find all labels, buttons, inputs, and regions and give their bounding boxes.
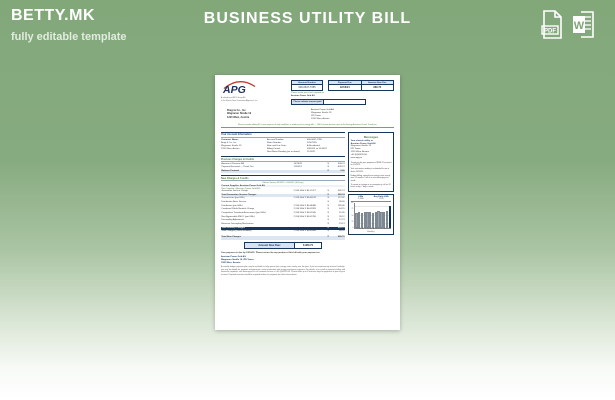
addressee-line: 1220 Wien, Austria — [227, 115, 250, 119]
charge-row: Competitive Transition Assessment (per kWh) 2,190 kWh X $0.02345 $ 51.35 — [221, 212, 345, 215]
usage-xlabel: J — [381, 229, 383, 231]
customer-lines — [221, 142, 267, 151]
brand-tagline: fully editable template — [11, 31, 127, 43]
charge-row: Generation Service Charge 2,190 kWh X $0.17477 $ 382.74 — [221, 190, 345, 193]
utility-line: 1220 Wien, Austria — [350, 151, 369, 154]
header-boxes — [291, 80, 394, 105]
previous-row: Balance Forward $ 0.00 — [221, 169, 345, 172]
usage-xlabels — [356, 229, 392, 230]
service-period-line: Electric Service 09/16/21 - 10/16/21 (30 Days) — [262, 182, 304, 185]
footer-intro: Your payment is due by 12/16/21. Please return the top portion of this bill with your payment to: — [221, 252, 321, 255]
previous-row: Payment Received — Thank You 11/05/21 $ -938.74 — [221, 166, 345, 169]
logo-subline-1: A subsidiary of APG Group AG — [221, 97, 246, 99]
account-pair: Next Meter Reading (on or about): 11/16/21 — [267, 151, 316, 154]
addressee-block — [227, 109, 297, 121]
donation-notice: Please consider adding $1 to your payment to help neighbors in need pay their energy bills — 100% of your donation goes to the Energy Assistance Fund. Thank you. — [221, 124, 394, 128]
utility-line: IZD Tower — [350, 148, 361, 151]
charge-row: Revenue Decoupling Mechanism $ 19.13 — [221, 223, 345, 226]
svg-text:PDF: PDF — [544, 28, 556, 35]
payment-due-label: Payment Due — [329, 81, 361, 85]
messages-panel — [348, 132, 394, 192]
avg-kwh-value: 73.0 — [379, 198, 384, 201]
payable-to-name: Austrian Power Grid AG — [291, 95, 315, 98]
customer-line: Wagramer Straße 19 — [221, 145, 242, 148]
account-number-label: Account Number — [292, 81, 322, 85]
usage-xaxis-caption: Month(s) — [367, 230, 375, 233]
charge-row: Non-Bypassable FMCC (per kWh) 2,190 kWh X $0.01786 $ 39.12 — [221, 215, 345, 218]
remit-line: Austrian Power Grid AG — [311, 108, 335, 111]
new-supplier-line: New Supplier: (Austrian Power Grid AG) — [221, 187, 261, 190]
usage-xlabel: M — [370, 229, 372, 231]
charge-row: Decoupling Adjustment $ 12.73 — [221, 219, 345, 222]
usage-ytick: 0 — [352, 228, 354, 230]
charge-row: Combined Public Benefits Charge 2,190 kWh X $0.02929 $ 64.15 — [221, 208, 345, 211]
amount-now-due-box — [244, 242, 322, 249]
due-boxes — [328, 80, 394, 91]
charges-rows — [221, 190, 345, 234]
section-account-info: Your Account Information — [221, 132, 345, 138]
message-paragraph: Thank you for your payment of $938.74 received on 11/05/21. — [350, 161, 392, 167]
total-new-charges-row: Total New Charges $ 989.70 — [221, 236, 345, 239]
account-pair: Meter Number: 57007455 — [267, 142, 317, 145]
footer-legal-text: A monthly budget payment plan may be available to help spread your energy costs evenly over the year. If you are experiencing financial hardship, you may be eligible for payment arrangements, winter protections and energy assistance programs. For details, or to enroll in paperless billing and automatic payments, visit www.apg.at or call customer service at +43 (0)50320-56. Please allow up to 3 business days for payments to post to your account. Disputed amounts should be reported before the payment due date shown above. — [221, 266, 345, 277]
amount-paid-field[interactable] — [324, 99, 366, 104]
utility-name: Austrian Power Grid AG — [350, 142, 376, 145]
remit-line: 1220 Wien, Austria — [311, 117, 330, 120]
usage-xlabel: S — [386, 229, 388, 231]
account-number-box — [291, 80, 323, 91]
page-title: BUSINESS UTILITY BILL — [203, 10, 412, 27]
apg-logo-icon — [221, 80, 257, 95]
usage-bar — [389, 206, 391, 229]
usage-xlabel: D — [362, 229, 364, 231]
usage-xlabel: O — [389, 229, 391, 231]
account-pair: Billing Period: 09/16/21 to 10/16/21 — [267, 148, 328, 151]
usage-xlabel: A — [373, 229, 375, 231]
charge-row: Total Charges (Taxes included) 2,190 kWh X $0.03848 $ 84.26 — [221, 230, 345, 233]
previous-row: Amount of Previous Bill 10/16/21 $ 938.74 — [221, 162, 345, 165]
brand-logo[interactable]: BETTY.MK — [11, 7, 95, 24]
avg-kwh-label: Avg Daily kWh — [373, 196, 389, 199]
usage-chart — [351, 203, 392, 229]
messages-title: Messages — [363, 134, 379, 139]
indicate-amount-label: Please indicate amount paid — [291, 99, 324, 104]
customer-name-caption: Customer Name: — [221, 138, 239, 141]
utility-line: +43 (0)50320-56 — [350, 154, 367, 157]
section-previous-charges: Previous Charges & Credits — [221, 156, 345, 162]
usage-panel — [348, 194, 394, 236]
customer-line: Bragi & Co., Inc. — [221, 142, 237, 145]
charge-row: Total Delivery Charges $ 522.70 — [221, 226, 345, 229]
logo-subline-2: In the Electric New Generation Alignment, Inc. — [221, 100, 258, 103]
remit-line: IZD Tower — [311, 114, 321, 117]
usage-bars — [354, 203, 392, 229]
usage-xlabel: O — [356, 229, 358, 231]
charge-row: Total Generation Service Charges $ 382.74 — [221, 193, 345, 196]
usage-ytick: 100 — [350, 203, 354, 205]
charge-row: Distribution (per kWh) 2,190 kWh X $0.08488 $ 185.90 — [221, 204, 345, 207]
footer-remit-lines — [221, 256, 345, 265]
footer-remit-line: Austrian Power Grid AG — [221, 255, 246, 258]
usage-xlabel: J — [364, 229, 366, 231]
pdf-download-icon[interactable] — [539, 10, 565, 39]
utility-heading: Your electric utility is: — [350, 139, 374, 142]
usage-xlabel: A — [383, 229, 385, 231]
usage-xlabel: M — [375, 229, 377, 231]
amount-due-label: Amount Now Due — [362, 81, 394, 85]
usage-xlabel: J — [378, 229, 380, 231]
check-payable-text: Please make your check payable to: — [291, 92, 325, 95]
svg-text:W: W — [573, 20, 585, 32]
payment-due-value: 12/16/21 — [339, 85, 350, 89]
customer-line: 1220 Wien, Austria — [221, 148, 240, 151]
charge-row: Distribution Basic Service $ 38.00 — [221, 201, 345, 204]
kwh-label: kWh — [358, 196, 364, 199]
usage-xlabel: F — [367, 229, 369, 231]
previous-rows — [221, 162, 345, 173]
message-paragraph: Budget billing: spread your energy costs evenly over 12 months. Call us or visit www.apg.at to enroll. — [350, 174, 391, 182]
utility-logo-block — [221, 80, 258, 105]
message-paragraph: To report an outage or an emergency, call us 24 hours a day, 7 days a week. — [350, 183, 391, 189]
charge-row: Transmission (per kWh) 2,190 kWh X $0.05128 $ 112.32 — [221, 197, 345, 200]
usage-xlabel: N — [359, 229, 361, 231]
amount-due-value: 989.70 — [373, 85, 382, 89]
remit-line: Wagramer Straße 19 — [311, 111, 332, 114]
svg-text:APG: APG — [223, 84, 246, 95]
usage-ytick: 75 — [351, 209, 354, 211]
addressee-line: Wagramer Straße 19 — [227, 112, 252, 116]
addressee-line: Bragi & Co., Inc. — [227, 108, 247, 112]
current-supplier-line: Current Supplier: Austrian Power Grid AG — [221, 185, 345, 188]
kwh-value: 2,190 — [358, 198, 364, 201]
message-paragraphs — [351, 162, 392, 189]
usage-ytick: 25 — [351, 221, 354, 223]
word-download-icon[interactable] — [572, 10, 599, 39]
amount-now-due-value: $ 989.70 — [302, 244, 314, 248]
usage-ytick: 50 — [351, 215, 354, 217]
section-new-charges: New Charges & Credits — [221, 175, 345, 181]
utility-line: www.apg.at — [350, 157, 362, 160]
footer-remit-line: Wagramer Straße 19, IZD Tower — [221, 259, 254, 262]
message-paragraph: Your next meter reading is scheduled for on or about 11/16/21. — [350, 168, 390, 173]
account-number-value: 600-0647-7355 — [298, 85, 316, 89]
remit-address-block — [311, 109, 381, 121]
amount-now-due-label: Amount Now Due: — [245, 243, 295, 248]
bill-document[interactable] — [215, 75, 400, 330]
utility-line: Wagramer Straße 19 — [350, 145, 371, 148]
account-pairs — [267, 139, 345, 154]
account-pair: Rate and Due Date: A Residential — [267, 145, 320, 148]
account-pair: Account Number: 600-0647-7355 — [267, 138, 322, 141]
footer-remit-line: 1220 Wien, Austria — [221, 262, 241, 265]
download-icons — [539, 10, 599, 39]
